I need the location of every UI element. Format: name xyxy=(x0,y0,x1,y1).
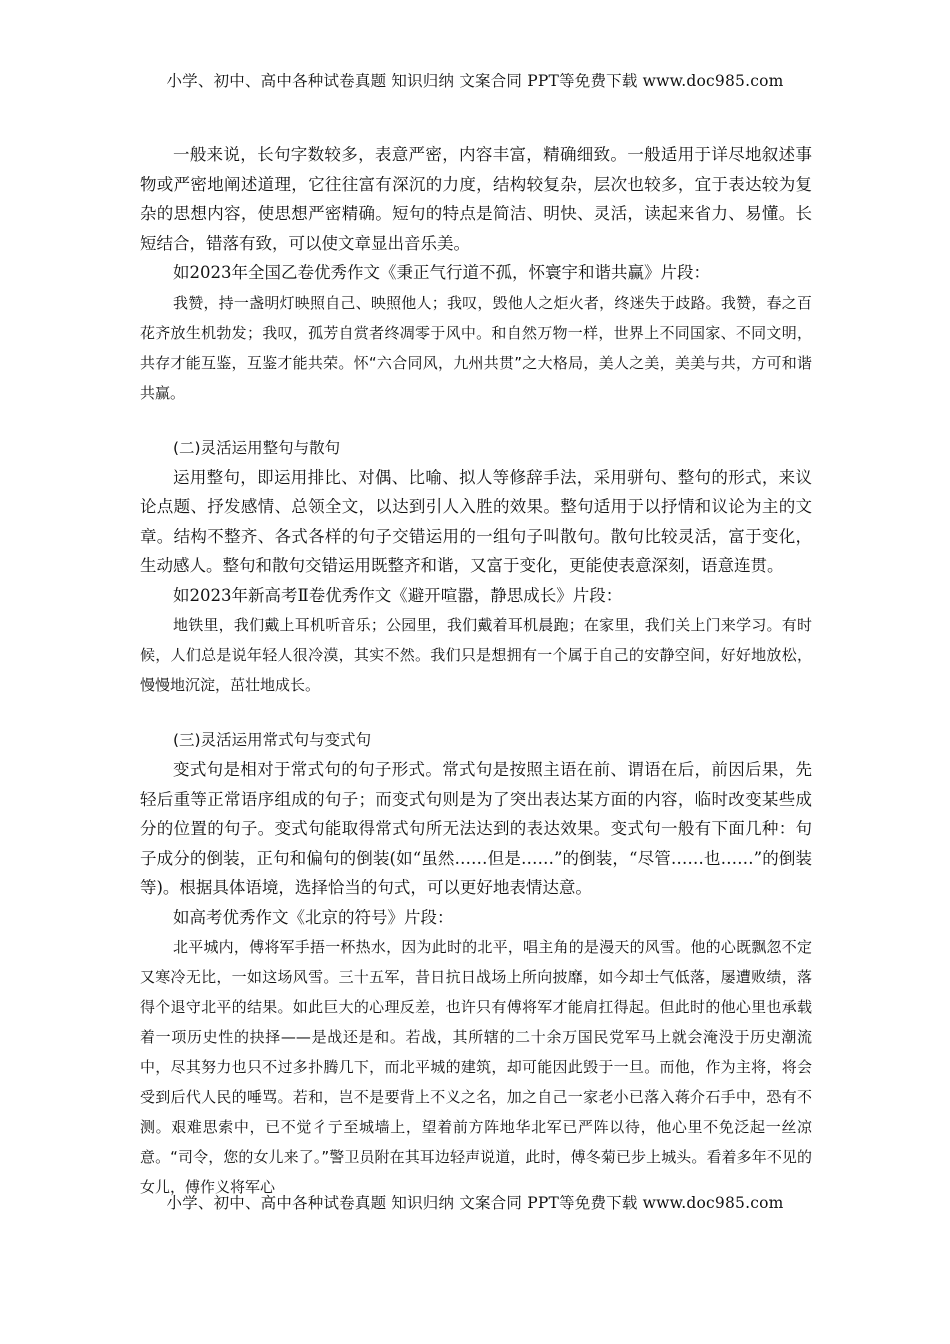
section1-excerpt: 我赞，持一盏明灯映照自己、映照他人；我叹，毁他人之炬火者，终迷失于歧路。我赞，春之百花齐放生机勃发；我叹，孤芳自赏者终凋零于风中。和自然万物一样，世界上不同国家、不同文明，共存才能互鉴，互鉴才能共荣。怀“六合同风，九州共贯”之大格局，美人之美，美美与共，方可和谐共赢。 xyxy=(140,293,812,402)
document-content xyxy=(140,140,812,1202)
section3-body: 变式句是相对于常式句的句子形式。常式句是按照主语在前、谓语在后，前因后果，先轻后重等正常语序组成的句子；而变式句则是为了突出表达某方面的内容，临时改变某些成分的位置的句子。变式句能取得常式句所无法达到的表达效果。变式句一般有下面几种：句子成分的倒装，正句和偏句的倒装(如“虽然……但是……”的倒装，“尽管……也……”的倒装等)。根据具体语境，选择恰当的句式，可以更好地表情达意。 xyxy=(140,760,812,897)
section1-body: 一般来说，长句字数较多，表意严密，内容丰富，精确细致。一般适用于详尽地叙述事物或严密地阐述道理，它往往富有深沉的力度，结构较复杂，层次也较多，宜于表达较为复杂的思想内容，使思想严密精确。短句的特点是简洁、明快、灵活，读起来省力、易懂。长短结合，错落有致，可以使文章显出音乐美。 xyxy=(140,145,812,253)
page-header: 小学、初中、高中各种试卷真题 知识归纳 文案合同 PPT等免费下载 www.doc985.com xyxy=(166,72,784,90)
section2-heading: (二)灵活运用整句与散句 xyxy=(173,438,341,457)
section1-example-intro: 如2023年全国乙卷优秀作文《秉正气行道不孤，怀寰宇和谐共赢》片段： xyxy=(173,263,710,282)
section2-body: 运用整句，即运用排比、对偶、比喻、拟人等修辞手法，采用骈句、整句的形式，来议论点题、抒发感情、总领全文，以达到引人入胜的效果。整句适用于以抒情和议论为主的文章。结构不整齐、各式各样的句子交错运用的一组句子叫散句。散句比较灵活，富于变化，生动感人。整句和散句交错运用既整齐和谐，又富于变化，更能使表意深刻，语意连贯。 xyxy=(140,467,812,575)
section2-excerpt: 地铁里，我们戴上耳机听音乐；公园里，我们戴着耳机晨跑；在家里，我们关上门来学习。有时候，人们总是说年轻人很冷漠，其实不然。我们只是想拥有一个属于自己的安静空间，好好地放松，慢慢地沉淀，茁壮地成长。 xyxy=(140,616,812,694)
section3-heading: (三)灵活运用常式句与变式句 xyxy=(173,731,372,749)
section2-example-intro: 如2023年新高考Ⅱ卷优秀作文《避开喧嚣，静思成长》片段： xyxy=(173,585,623,605)
page-footer: 小学、初中、高中各种试卷真题 知识归纳 文案合同 PPT等免费下载 www.doc985.com xyxy=(166,1194,784,1212)
section3-excerpt: 北平城内，傅将军手捂一杯热水，因为此时的北平，唱主角的是漫天的风雪。他的心既飘忽不定又寒冷无比，一如这场风雪。三十五军，昔日抗日战场上所向披靡，如今却士气低落，屡遭败绩，落得个退守北平的结果。如此巨大的心理反差，也许只有傅将军才能肩扛得起。但此时的他心里也承载着一项历史性的抉择——是战还是和。若战，其所辖的二十余万国民党军马上就会淹没于历史潮流中，尽其努力也只不过多扑腾几下，而北平城的建筑，却可能因此毁于一旦。而他，作为主将，将会受到后代人民的唾骂。若和，岂不是要背上不义之名，加之自己一家老小已落入蒋介石手中，恐有不测。艰难思索中，已不觉彳亍至城墙上，望着前方阵地华北军已严阵以待，他心里不免泛起一丝凉意。“司令，您的女儿来了。”警卫员附在其耳边轻声说道，此时，傅冬菊已步上城头。看着多年不见的女儿，傅作义将军心 xyxy=(140,938,812,1196)
section3-example-intro: 如高考优秀作文《北京的符号》片段： xyxy=(173,907,454,927)
